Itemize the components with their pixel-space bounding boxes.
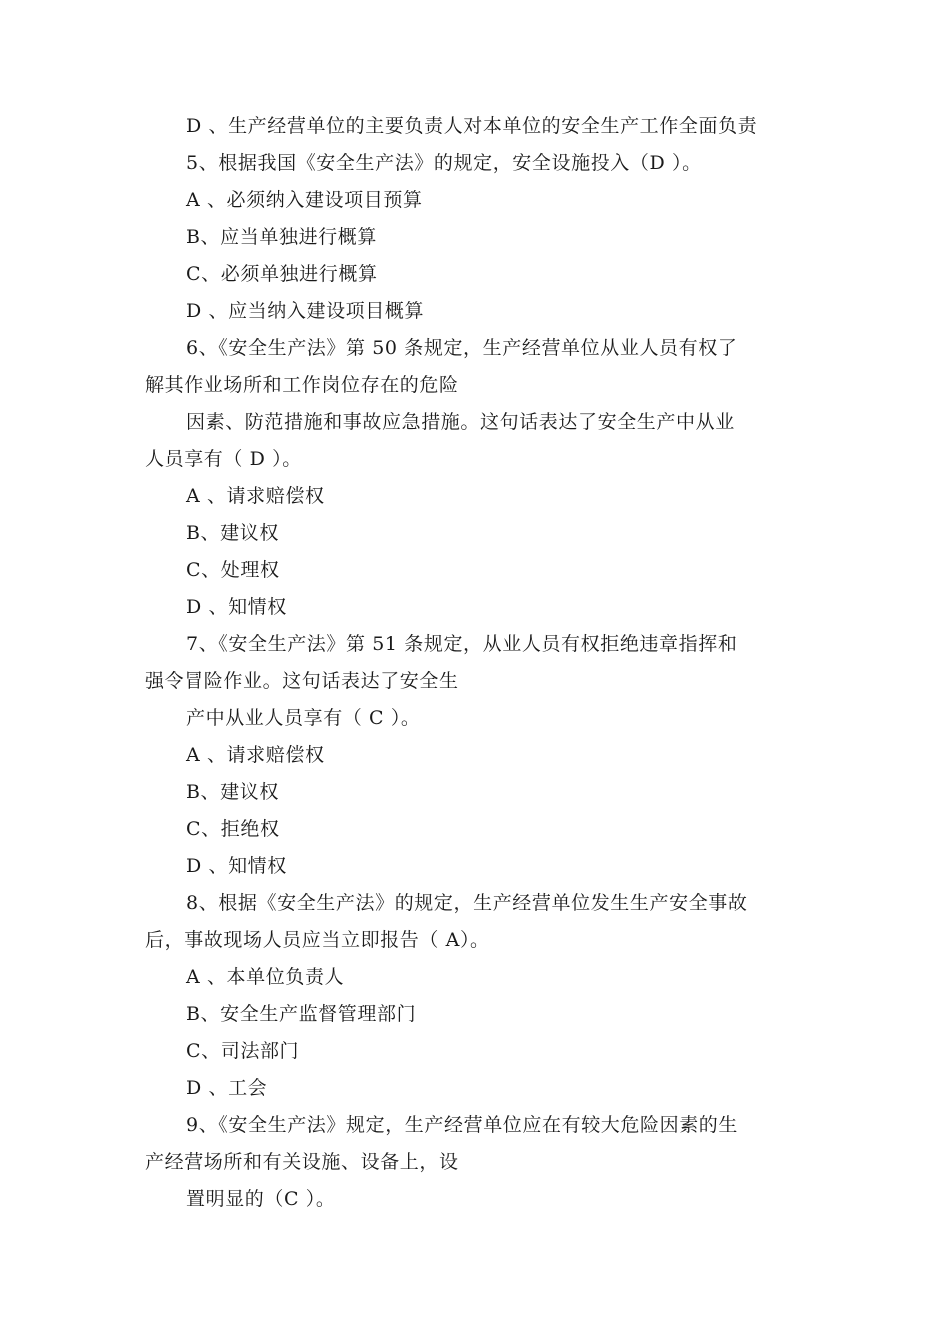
option-line: A 、请求赔偿权 bbox=[186, 485, 325, 507]
question-line: 6、《安全生产法》第 50 条规定，生产经营单位从业人员有权了 bbox=[186, 337, 738, 359]
question-line: 人员享有（ D ）。 bbox=[145, 448, 302, 470]
question-line: 强令冒险作业。这句话表达了安全生 bbox=[145, 670, 459, 692]
option-line: C、拒绝权 bbox=[186, 818, 280, 840]
question-line: 后，事故现场人员应当立即报告（ A）。 bbox=[145, 929, 490, 951]
option-line: C、必须单独进行概算 bbox=[186, 263, 378, 285]
question-line: 产中从业人员享有（ C ）。 bbox=[186, 707, 421, 729]
option-line: A 、必须纳入建设项目预算 bbox=[186, 189, 423, 211]
option-line: A 、本单位负责人 bbox=[186, 966, 345, 988]
option-line: C、司法部门 bbox=[186, 1040, 300, 1062]
question-line: 9、《安全生产法》规定，生产经营单位应在有较大危险因素的生 bbox=[186, 1114, 738, 1136]
option-line: D 、知情权 bbox=[186, 596, 287, 618]
question-line: 8、根据《安全生产法》的规定，生产经营单位发生生产安全事故 bbox=[186, 892, 748, 914]
question-line: 产经营场所和有关设施、设备上，设 bbox=[145, 1151, 459, 1173]
option-line: A 、请求赔偿权 bbox=[186, 744, 325, 766]
option-line: D 、生产经营单位的主要负责人对本单位的安全生产工作全面负责 bbox=[186, 115, 758, 137]
question-line: 置明显的（C ）。 bbox=[186, 1188, 336, 1210]
option-line: B、建议权 bbox=[186, 522, 279, 544]
option-line: D 、知情权 bbox=[186, 855, 287, 877]
question-line: 因素、防范措施和事故应急措施。这句话表达了安全生产中从业 bbox=[186, 411, 735, 433]
option-line: C、处理权 bbox=[186, 559, 280, 581]
question-line: 解其作业场所和工作岗位存在的危险 bbox=[145, 374, 459, 396]
option-line: D 、应当纳入建设项目概算 bbox=[186, 300, 425, 322]
question-line: 7、《安全生产法》第 51 条规定，从业人员有权拒绝违章指挥和 bbox=[186, 633, 738, 655]
option-line: B、应当单独进行概算 bbox=[186, 226, 377, 248]
option-line: B、建议权 bbox=[186, 781, 279, 803]
option-line: B、安全生产监督管理部门 bbox=[186, 1003, 417, 1025]
option-line: D 、工会 bbox=[186, 1077, 268, 1099]
question-line: 5、根据我国《安全生产法》的规定，安全设施投入（D ）。 bbox=[186, 152, 702, 174]
